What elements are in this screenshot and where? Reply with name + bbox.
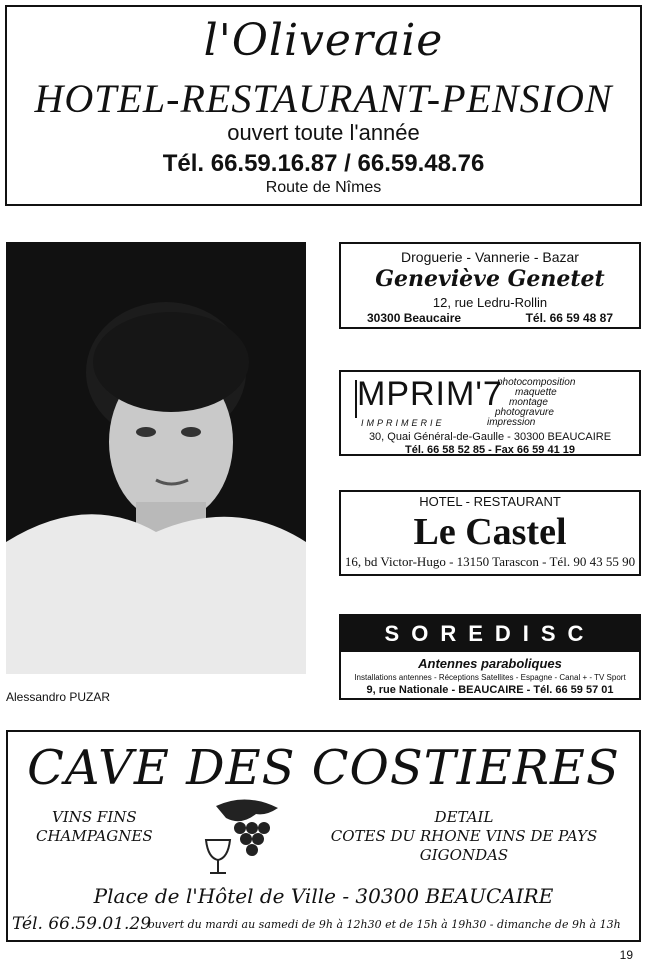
product-line: COTES DU RHONE VINS DE PAYS (330, 827, 598, 845)
soredisc-address: 9, rue Nationale - BEAUCAIRE - Tél. 66 59 57 01 (366, 684, 614, 696)
hotel-address: Route de Nîmes (265, 179, 382, 196)
ad-imprim7 (339, 370, 641, 456)
product-line: GIGONDAS (419, 846, 509, 864)
soredisc-name: SOREDISC (341, 616, 639, 652)
soredisc-services: Installations antennes - Réceptions Satellites - Espagne - Canal + - TV Sport (354, 673, 626, 682)
shop-name: Geneviève Genetet (375, 266, 605, 292)
ad-le-castel (339, 490, 641, 576)
product-line: CHAMPAGNES (36, 827, 153, 845)
hotel-name: l'Oliveraie (203, 15, 444, 66)
service-item: photogravure (495, 407, 554, 418)
hotel-tagline: HOTEL-RESTAURANT-PENSION (34, 76, 613, 121)
product-line: VINS FINS (51, 808, 137, 826)
cave-hours: ouvert du mardi au samedi de 9h à 12h30 et de 15h à 19h30 - dimanche de 9h à 13h (148, 918, 621, 931)
shop-category: Droguerie - Vannerie - Bazar (401, 249, 579, 265)
cave-right-products (304, 808, 624, 865)
printer-services (487, 377, 576, 428)
ad-cave-des-costieres (6, 730, 641, 942)
printer-logo: MPRIM'7 (357, 375, 503, 413)
soredisc-subtitle: Antennes paraboliques (418, 656, 562, 671)
shop-phone: Tél. 66 59 48 87 (525, 311, 613, 325)
ad-soredisc (339, 614, 641, 700)
shop-city: 30300 Beaucaire (367, 311, 462, 325)
shop-address: 12, rue Ledru-Rollin (432, 295, 548, 310)
portrait-illustration (6, 242, 306, 674)
photo-caption: Alessandro PUZAR (6, 690, 111, 704)
opening-note: ouvert toute l'année (227, 120, 420, 145)
castel-address: 16, bd Victor-Hugo - 13150 Tarascon - Tél. 90 43 55 90 (344, 554, 636, 569)
product-line: DETAIL (434, 808, 494, 826)
service-item: maquette (515, 387, 557, 398)
cave-address: Place de l'Hôtel de Ville - 30300 BEAUCAIRE (93, 884, 554, 908)
printer-phone: Tél. 66 58 52 85 - Fax 66 59 41 19 (404, 444, 575, 456)
printer-address: 30, Quai Général-de-Gaulle - 30300 BEAUCAIRE (368, 431, 612, 443)
hotel-phone: Tél. 66.59.16.87 / 66.59.48.76 (162, 150, 485, 177)
cave-title: CAVE DES COSTIERES (27, 740, 620, 796)
castel-name: Le Castel (413, 511, 567, 553)
ad-oliveraie (5, 5, 642, 206)
page-number: 19 (619, 948, 633, 962)
service-item: photocomposition (497, 377, 576, 388)
service-item: impression (487, 417, 536, 428)
grapes-glass-icon (196, 796, 296, 878)
cave-phone: Tél. 66.59.01.29 (12, 914, 152, 934)
castel-category: HOTEL - RESTAURANT (419, 494, 561, 509)
printer-subtitle: IMPRIMERIE (361, 418, 445, 428)
portrait-photo (6, 242, 306, 674)
service-item: montage (509, 397, 548, 408)
cave-left-products (36, 808, 153, 846)
ad-genetet (339, 242, 641, 329)
